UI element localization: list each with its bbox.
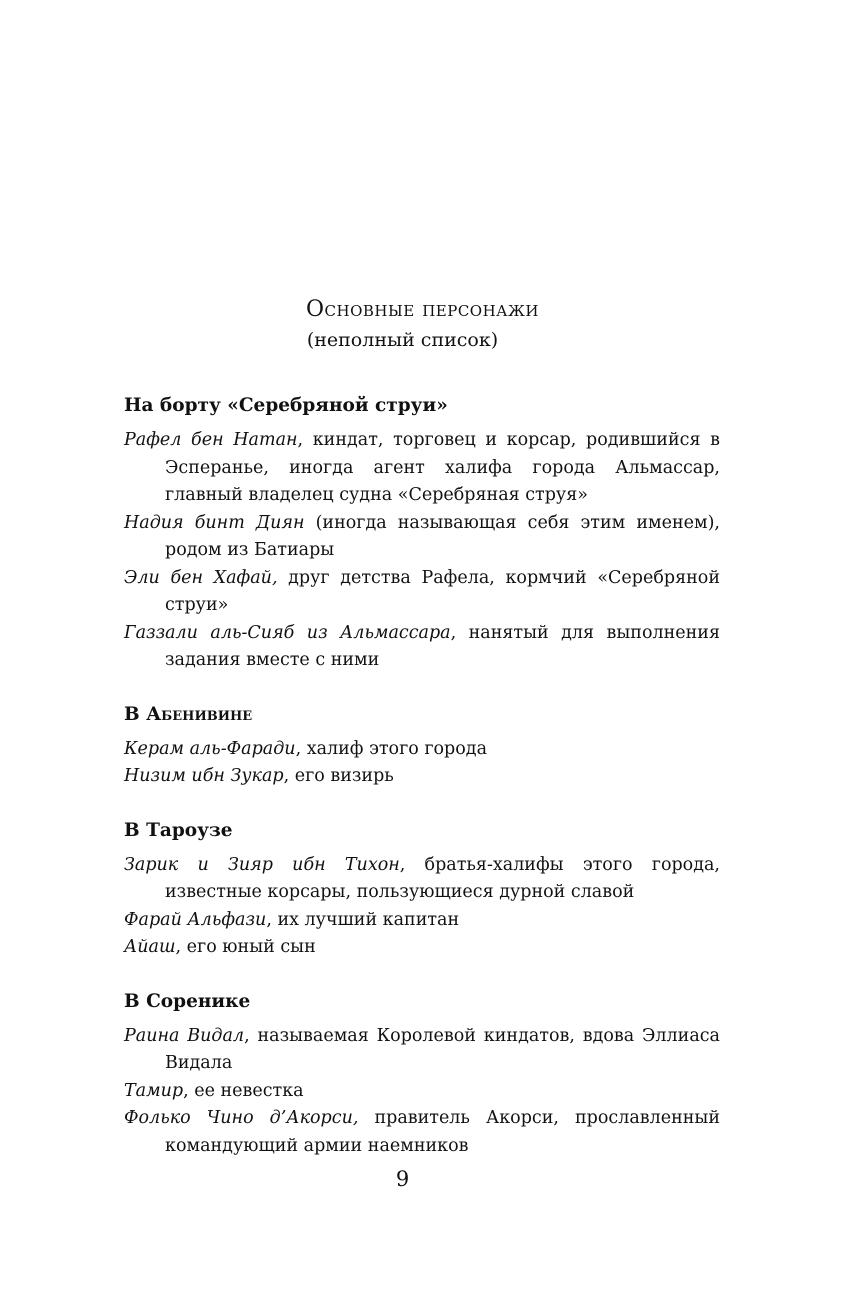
character-name: Раина Видал [124, 1025, 245, 1046]
character-name: Рафел бен Натан [124, 430, 298, 450]
character-entry [124, 427, 720, 510]
character-entry [124, 1023, 720, 1078]
character-description: правитель Акорси, прославленный командующий армии наемников [165, 1108, 720, 1156]
character-name: Керам аль-Фаради [124, 738, 296, 759]
page-subtitle: (неполный список) [306, 329, 499, 351]
character-entry [124, 1078, 720, 1106]
character-entry [124, 736, 720, 764]
character-description: , киндат, торговец и корсар, родившийся в Эсперанье, иногда агент халифа города Альмассар, главный владелец судна «Серебряная струя» [165, 430, 720, 505]
character-entry [124, 907, 720, 935]
character-entry [124, 1105, 720, 1160]
page-title: Основные персонажи [306, 297, 539, 322]
character-description: , их лучший капитан [266, 909, 460, 930]
character-description: , называемая Королевой киндатов, вдова Эллиаса Видала [165, 1025, 720, 1073]
section-silver-stream [124, 392, 720, 675]
character-name: Фолько Чино д’Акорси, [124, 1108, 359, 1128]
section-heading: На борту «Серебряной струи» [124, 395, 448, 416]
section-heading: В Абенивине [124, 703, 253, 725]
character-name: Тамир [124, 1080, 184, 1101]
character-description: , халиф этого города [295, 738, 487, 759]
character-name: Эли бен Хафай, [124, 567, 278, 588]
character-entry [124, 510, 720, 565]
section-abenivin [124, 701, 720, 791]
section-heading: В Тароузе [124, 819, 233, 841]
character-name: Айаш [124, 937, 176, 957]
section-tarouz [124, 817, 720, 962]
character-description: , братья-халифы этого города, известные корсары, пользующиеся дурной славой [165, 854, 720, 902]
character-entry [124, 934, 720, 962]
character-entry [124, 763, 720, 791]
section-heading: В Соренике [124, 990, 251, 1012]
character-description: друг детства Рафела, кормчий «Серебряной струи» [165, 567, 720, 615]
character-description: , его визирь [283, 766, 394, 786]
character-description: (иногда называющая себя этим именем), родом из Батиары [165, 512, 720, 560]
section-sorenika [124, 988, 720, 1161]
character-name: Надия бинт Диян [124, 512, 305, 533]
character-entry [124, 852, 720, 907]
character-name: Фарай Альфази [124, 909, 267, 930]
page-number: 9 [395, 1167, 410, 1191]
character-list [124, 392, 720, 1186]
character-name: Зарик и Зияр ибн Тихон [124, 854, 400, 875]
character-entry [124, 620, 720, 675]
character-entry [124, 565, 720, 620]
character-description: , нанятый для выполнения задания вместе с ними [165, 622, 720, 670]
character-description: , его юный сын [175, 937, 316, 957]
character-name: Газзали аль-Сияб из Альмассара [124, 622, 451, 643]
character-name: Низим ибн Зукар [124, 766, 284, 786]
character-description: , ее невестка [183, 1080, 304, 1101]
